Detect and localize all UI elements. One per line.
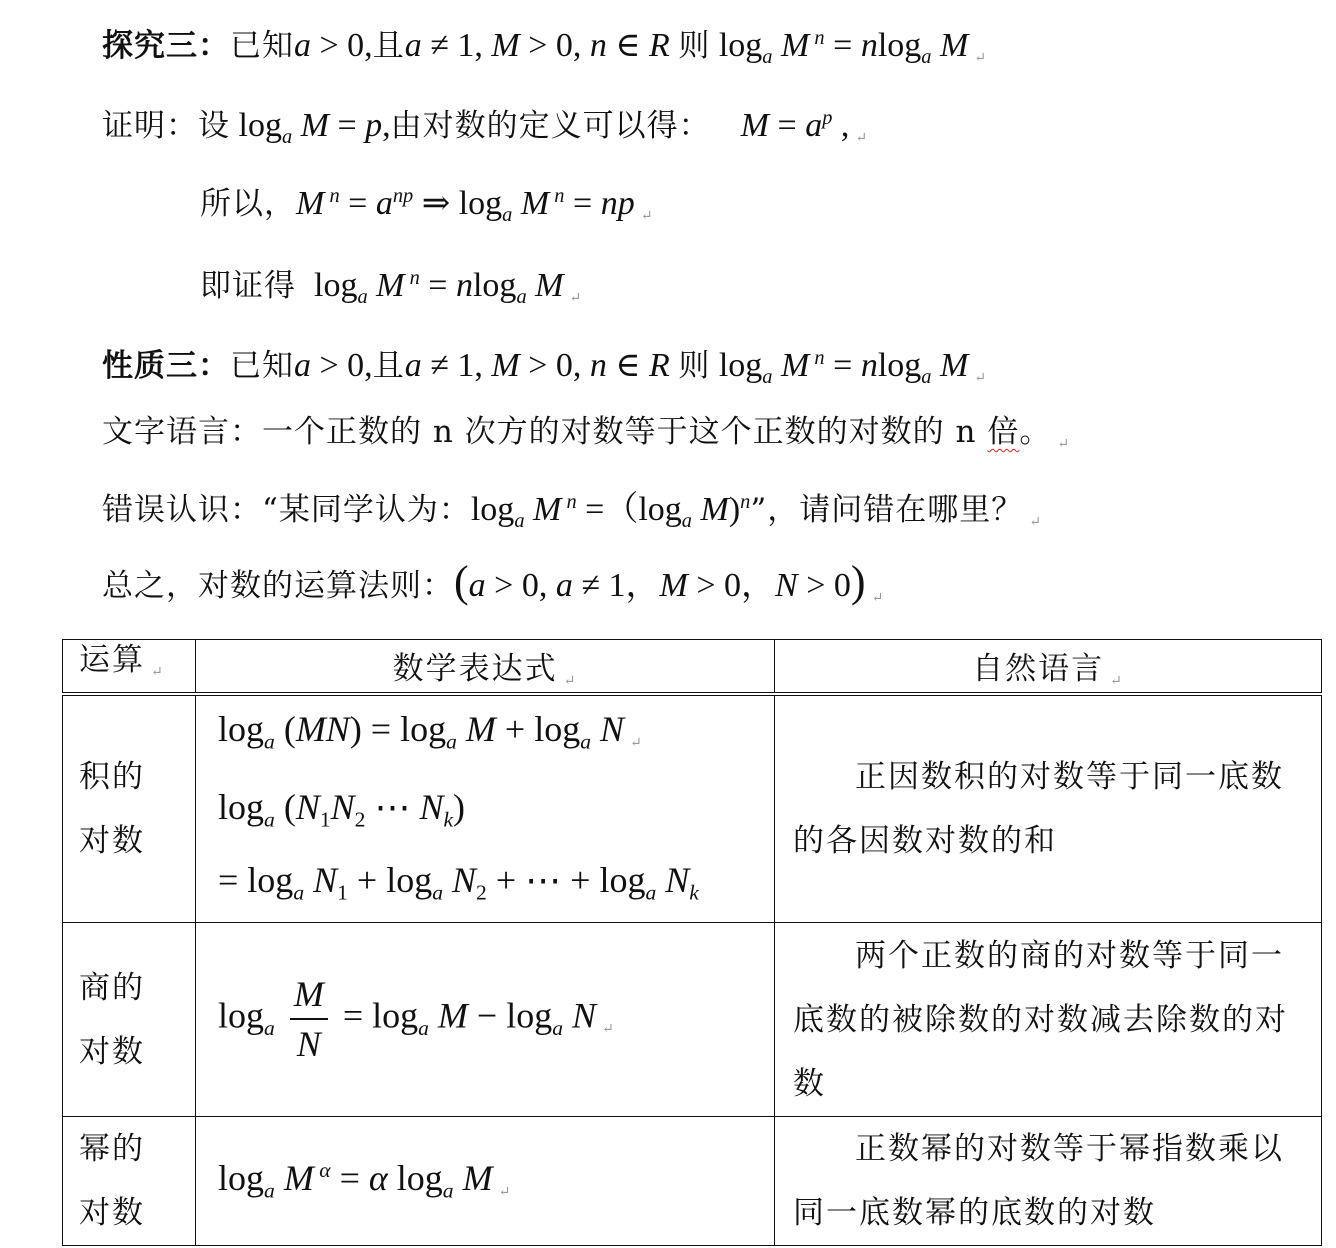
proof-line: 证明：设 $\log_a M = p$,由对数的定义可以得： $M = a^p$ , ↵ — [102, 107, 869, 149]
table-row — [63, 694, 1322, 923]
log-rules-table — [62, 639, 1322, 1246]
expression-cell: $\log_a$ $\frac{M}{N}$ = $\log_a M - \log_a N$ ↵ — [196, 923, 775, 1117]
description-cell: 两个正数的商的对数等于同一底数的被除数的对数减去除数的对数 — [775, 923, 1322, 1117]
math-condition: a > 0, — [294, 27, 373, 65]
paragraph-mark-icon: ↵ — [974, 50, 988, 67]
therefore-line: 所以，M $^n = a^{np}$ ⇒ $\log_a M$ $^n$ = np ↵ — [200, 185, 654, 227]
paragraph-mark-icon: ↵ — [974, 370, 988, 387]
header-operation: 运算 ↵ — [63, 640, 196, 695]
paragraph-mark-icon: ↵ — [855, 130, 869, 147]
paragraph-mark-icon: ↵ — [1029, 514, 1042, 531]
misconception-label: 错误认识： — [102, 492, 262, 529]
exploration-3-line: 探究三：已知a > 0,且a ≠ 1, M > 0, n ∈ R 则 $\log_a M$ $^n$ = nlog$_a$ M ↵ — [102, 27, 988, 69]
exploration-3-label: 探究三： — [102, 28, 230, 65]
operation-cell: 积的 对数 — [63, 694, 196, 923]
paragraph-mark-icon: ↵ — [1057, 436, 1071, 452]
property-3-label: 性质三： — [102, 348, 230, 385]
header-natural-language: 自然语言 ↵ — [775, 640, 1322, 695]
verbal-label: 文字语言： — [102, 414, 262, 450]
paragraph-mark-icon: ↵ — [871, 590, 885, 606]
verbal-statement-line: 文字语言：一个正数的 n 次方的对数等于这个正数的对数的 n 倍。 ↵ — [102, 414, 1071, 452]
operation-cell: 幂的 对数 — [63, 1117, 196, 1246]
header-expression: 数学表达式 ↵ — [196, 640, 775, 695]
table-header-row — [63, 640, 1322, 695]
description-cell: 正数幂的对数等于幂指数乘以同一底数幂的底数的对数 — [775, 1117, 1322, 1246]
proof-label: 证明： — [102, 108, 198, 145]
paragraph-mark-icon: ↵ — [640, 208, 654, 225]
property-3-line: 性质三：已知a > 0,且a ≠ 1, M > 0, n ∈ R 则 $\log_a M$ $^n$ = nlog$_a$ M ↵ — [102, 347, 988, 389]
paragraph-mark-icon: ↵ — [569, 290, 583, 307]
table-row — [63, 1117, 1322, 1246]
expression-cell: $\log_a (MN) = \log_a M + \log_a N$ ↵ $\log_a (N_1N_2$ ⋯ $N_k$) = $\log_a N_1 + \log_a N_2$ + ⋯ + $\log_a N_k$ — [196, 694, 775, 923]
operation-cell: 商的 对数 — [63, 923, 196, 1117]
misconception-line: 错误认识：“某同学认为：$\log_a M$ $^n =(\log_a$ M)$^n$”，请问错在哪里？ ↵ — [102, 491, 1042, 533]
summary-line: 总之，对数的运算法则：(a > 0, a ≠ 1，M > 0，N > 0) ↵ — [102, 557, 885, 606]
math-statement: $\log_a M$ $^n$ = nlog$_a$ M — [710, 27, 969, 69]
description-cell: 正因数积的对数等于同一底数的各因数对数的和 — [775, 694, 1322, 923]
qed-line: 即证得 $\log_a M$ $^n$ = nlog$_a$ M ↵ — [200, 267, 583, 309]
table-row — [63, 923, 1322, 1117]
spellcheck-underline: 倍 — [987, 414, 1020, 450]
expression-cell: $\log_a M$ $^\alpha$ = α $\log_a M$ ↵ — [196, 1117, 775, 1246]
